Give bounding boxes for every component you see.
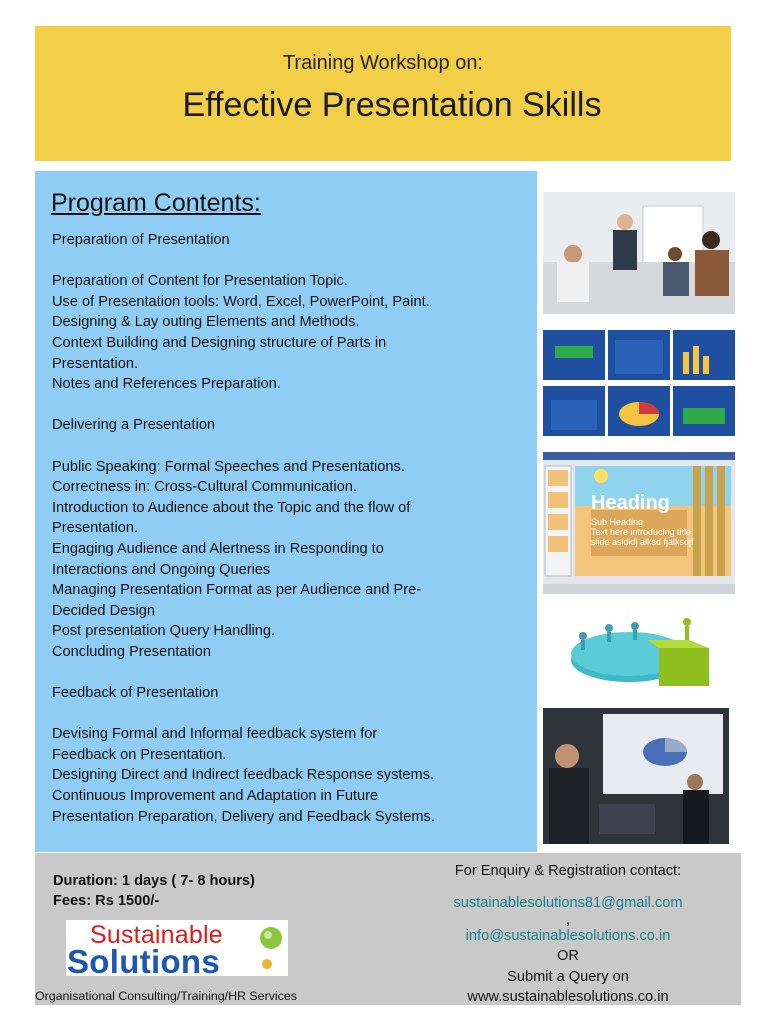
or-text: OR <box>557 948 579 965</box>
program-line: Post presentation Query Handling. <box>52 623 276 640</box>
program-line: Designing & Lay outing Elements and Methods. <box>52 314 360 331</box>
website-link[interactable]: www.sustainablesolutions.co.in <box>467 989 669 1006</box>
comma-separator: , <box>565 911 571 928</box>
program-line: Decided Design <box>52 602 156 619</box>
program-heading: Program Contents: <box>51 189 261 217</box>
slides-thumbnail-grid <box>543 330 735 442</box>
email-link-1[interactable]: sustainablesolutions81@gmail.com <box>453 895 683 912</box>
program-line: Delivering a Presentation <box>52 417 216 434</box>
blank-line <box>52 395 532 416</box>
query-text: Submit a Query on <box>507 968 629 985</box>
slide-subheading: Sub Heading <box>591 517 644 527</box>
program-line: Engaging Audience and Alertness in Responding to <box>52 540 384 557</box>
audience-photo <box>543 708 729 844</box>
program-list <box>52 230 532 827</box>
program-line: Preparation of Content for Presentation Topic. <box>52 273 348 290</box>
puzzle-team-illustration <box>563 606 723 700</box>
blank-line <box>52 662 532 683</box>
company-tagline: Organisational Consulting/Training/HR Services <box>35 989 297 1003</box>
blank-line <box>52 251 532 272</box>
meeting-photo <box>543 192 735 314</box>
email-link-2[interactable]: info@sustainablesolutions.co.in <box>465 927 671 944</box>
program-line: Preparation of Presentation <box>52 232 230 248</box>
course-info <box>53 871 255 911</box>
program-line: Use of Presentation tools: Word, Excel, PowerPoint, Paint. <box>52 293 430 310</box>
program-line: Public Speaking: Formal Speeches and Presentations. <box>52 458 405 475</box>
program-line: Correctness in: Cross-Cultural Communication. <box>52 479 357 496</box>
program-line: Presentation Preparation, Delivery and Feedback Systems. <box>52 808 435 825</box>
program-line: Feedback on Presentation. <box>52 746 227 763</box>
program-line: Context Building and Designing structure of Parts in <box>52 334 387 351</box>
logo-line-1: Sustainable <box>90 921 223 949</box>
logo-line-2: Solutions <box>67 943 221 980</box>
program-line: Concluding Presentation <box>52 643 212 660</box>
header-banner <box>35 26 731 161</box>
slide-heading: Heading <box>591 492 670 514</box>
heading-slide-screenshot <box>543 452 735 594</box>
program-line: Interactions and Ongoing Queries <box>52 561 271 578</box>
contact-block <box>433 861 703 1007</box>
slide-body-1: Text here introducing title <box>591 527 692 537</box>
fees-text: Fees: Rs 1500/- <box>53 893 160 909</box>
contact-title: For Enquiry & Registration contact: <box>454 863 682 879</box>
program-line: Feedback of Presentation <box>52 685 219 702</box>
program-line: Devising Formal and Informal feedback system for <box>52 726 378 743</box>
blank-line <box>52 704 532 725</box>
program-line: Designing Direct and Indirect feedback Response systems. <box>52 767 435 784</box>
program-line: Notes and References Preparation. <box>52 376 281 393</box>
footer-panel <box>35 853 741 1005</box>
duration-text: Duration: 1 days ( 7- 8 hours) <box>53 873 255 889</box>
program-line: Presentation. <box>52 355 138 372</box>
page-title: Effective Presentation Skills <box>182 86 602 124</box>
header-subtitle: Training Workshop on: <box>282 52 484 74</box>
blank-line <box>52 436 532 457</box>
company-logo <box>66 920 288 980</box>
program-contents-panel <box>35 171 537 852</box>
program-line: Continuous Improvement and Adaptation in Future <box>52 788 379 805</box>
program-line: Presentation. <box>52 520 138 537</box>
slide-text-overlay <box>591 492 701 547</box>
slide-body-2: slide asidkfj alksd fjalksdjf <box>591 537 694 547</box>
logo-globe-icon <box>256 924 286 974</box>
program-line: Managing Presentation Format as per Audience and Pre- <box>52 582 422 599</box>
program-line: Introduction to Audience about the Topic and the flow of <box>52 499 411 516</box>
